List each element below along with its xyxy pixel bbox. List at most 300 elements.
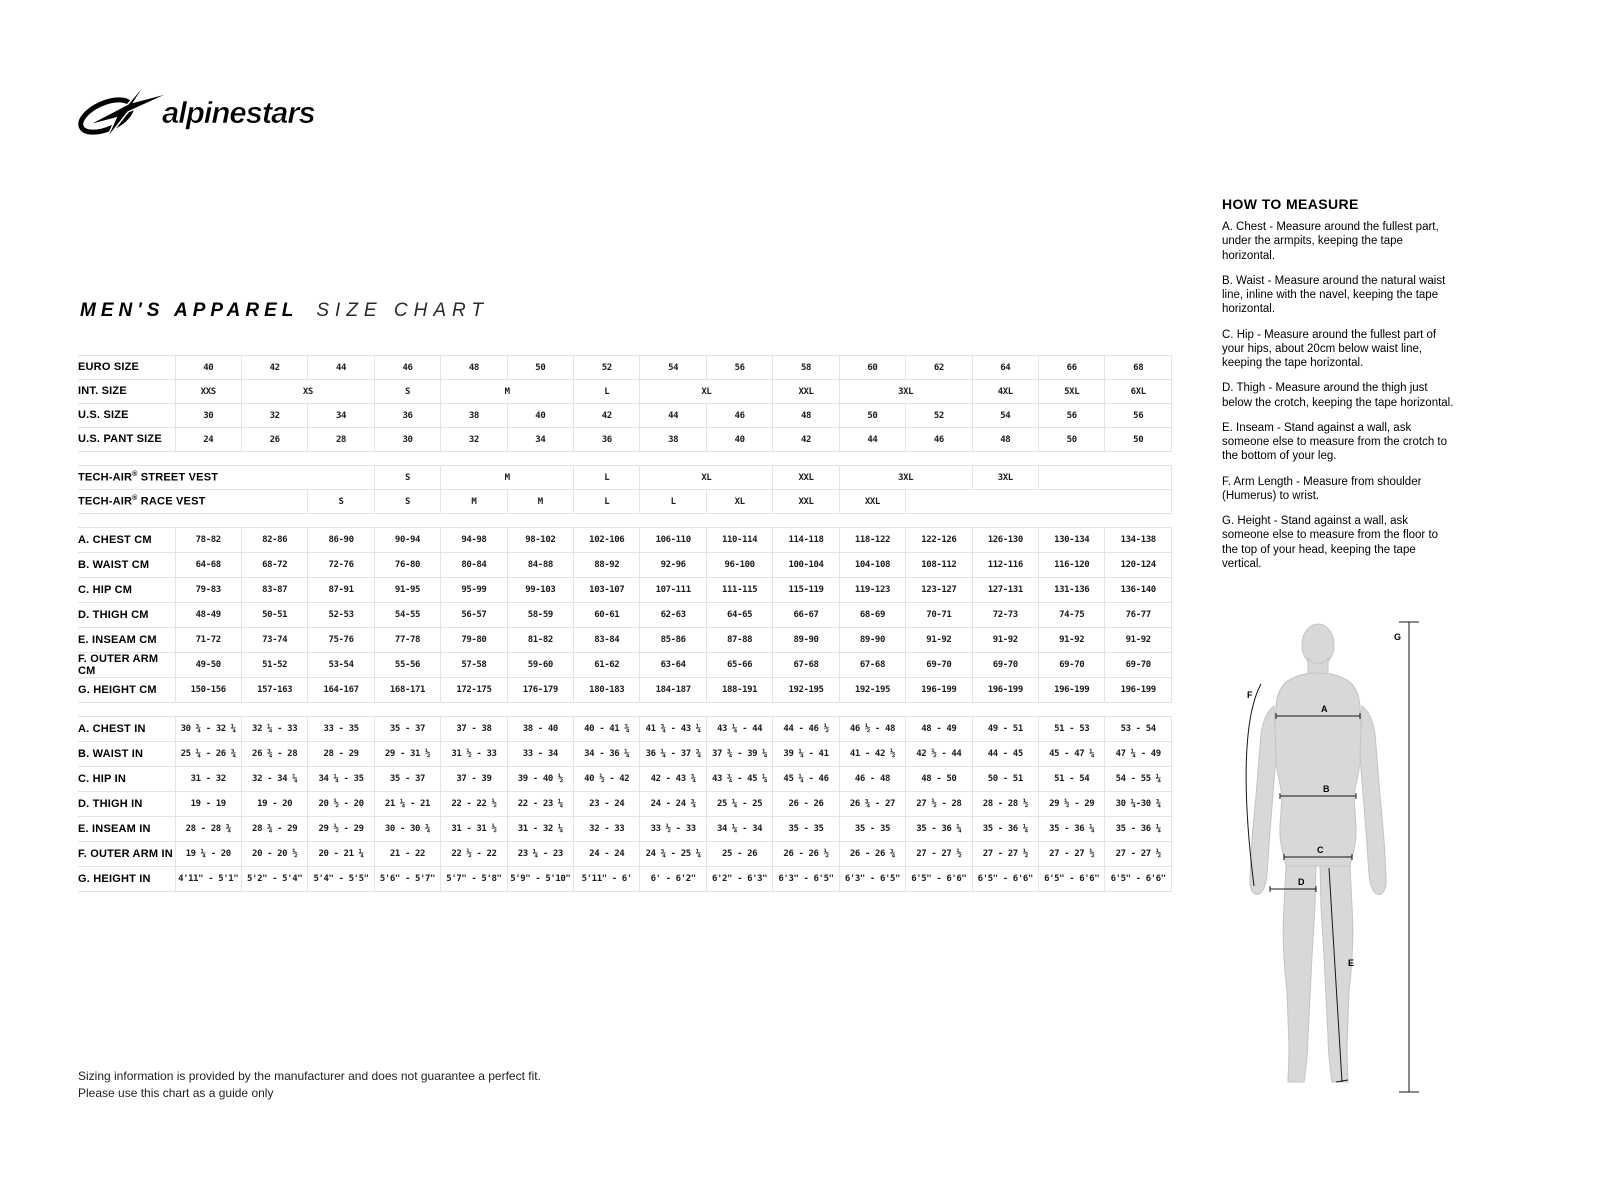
size-cell: 48 <box>773 404 839 428</box>
size-cell: 64 <box>972 356 1038 380</box>
alpinestars-logo <box>76 78 356 142</box>
size-cell: 28 ¾ - 29 <box>241 817 307 842</box>
size-cell: 34 ¼ - 34 <box>706 817 772 842</box>
row-label: TECH-AIR® RACE VEST <box>78 490 308 514</box>
size-cell: 78-82 <box>175 528 241 553</box>
how-to-measure-items <box>1222 220 1454 571</box>
size-cell: 42 <box>241 356 307 380</box>
size-cell: 61-62 <box>574 653 640 678</box>
astar-icon <box>76 80 172 140</box>
size-cell: 89-90 <box>839 628 905 653</box>
row-label: D. THIGH IN <box>78 792 175 817</box>
size-cell: 48 - 49 <box>906 717 972 742</box>
size-cell: 110-114 <box>706 528 772 553</box>
size-cell: 192-195 <box>839 678 905 703</box>
size-cell: 41 ¾ - 43 ¼ <box>640 717 706 742</box>
size-cell: 95-99 <box>441 578 507 603</box>
table-row <box>78 553 1172 578</box>
page-title-main: MEN'S APPAREL <box>80 300 299 321</box>
size-cell: XXL <box>839 490 905 514</box>
size-cell: 28 - 28 ¾ <box>175 817 241 842</box>
size-cell: 28 - 29 <box>308 742 374 767</box>
size-cell: 42 ½ - 44 <box>906 742 972 767</box>
size-cell: 3XL <box>972 466 1038 490</box>
size-cell: L <box>574 490 640 514</box>
size-cell: 184-187 <box>640 678 706 703</box>
size-cell: 50 <box>507 356 573 380</box>
size-cell: 52 <box>906 404 972 428</box>
size-cell: 27 - 27 ½ <box>1105 842 1172 867</box>
size-cell: 52-53 <box>308 603 374 628</box>
size-cell: 32 - 34 ¼ <box>241 767 307 792</box>
size-cell: 38 <box>441 404 507 428</box>
size-cell: 42 - 43 ¾ <box>640 767 706 792</box>
size-cell: 59-60 <box>507 653 573 678</box>
disclaimer <box>78 1068 541 1103</box>
size-cell: 50 <box>839 404 905 428</box>
size-cell: 3XL <box>839 380 972 404</box>
size-cell: 3XL <box>839 466 972 490</box>
size-cell: 63-64 <box>640 653 706 678</box>
measure-item: F. Arm Length - Measure from shoulder (Humerus) to wrist. <box>1222 475 1422 502</box>
size-cell: S <box>374 490 440 514</box>
table-row <box>78 717 1172 742</box>
table-row <box>78 628 1172 653</box>
size-cell: 44 <box>308 356 374 380</box>
size-cell: 114-118 <box>773 528 839 553</box>
size-cell: 6'5" - 6'6" <box>1038 867 1104 892</box>
table-row <box>78 653 1172 678</box>
size-cell: 76-77 <box>1105 603 1172 628</box>
row-label: A. CHEST CM <box>78 528 175 553</box>
how-to-measure-panel <box>1222 196 1454 582</box>
size-cell: 6XL <box>1105 380 1172 404</box>
size-cell: 130-134 <box>1038 528 1104 553</box>
size-cell: 56 <box>706 356 772 380</box>
size-cell: 106-110 <box>640 528 706 553</box>
size-cell: 24 <box>175 428 241 452</box>
size-cell: 55-56 <box>374 653 440 678</box>
size-cell: 31 ½ - 33 <box>441 742 507 767</box>
size-cell: 25 ¼ - 26 ¾ <box>175 742 241 767</box>
size-cell: L <box>640 490 706 514</box>
size-cell: 5'9" - 5'10" <box>507 867 573 892</box>
size-cell: 87-91 <box>308 578 374 603</box>
size-cell: 67-68 <box>773 653 839 678</box>
size-cell: 40 <box>175 356 241 380</box>
figure-right-arm <box>1360 706 1386 894</box>
table-row <box>78 792 1172 817</box>
size-cell <box>906 490 1172 514</box>
size-cell: 30 <box>175 404 241 428</box>
size-cell: 19 ¼ - 20 <box>175 842 241 867</box>
size-cell: 26 ¾ - 28 <box>241 742 307 767</box>
size-cell: 53 - 54 <box>1105 717 1172 742</box>
size-cell: 70-71 <box>906 603 972 628</box>
measure-item: B. Waist - Measure around the natural waist line, inline with the navel, keeping the tape horizontal. <box>1222 274 1446 316</box>
label-inseam: E <box>1348 958 1355 968</box>
size-cell: 60-61 <box>574 603 640 628</box>
size-cell: 73-74 <box>241 628 307 653</box>
size-cell: 83-84 <box>574 628 640 653</box>
size-cell: 131-136 <box>1038 578 1104 603</box>
table-row <box>78 867 1172 892</box>
size-cell: 168-171 <box>374 678 440 703</box>
row-label: E. INSEAM CM <box>78 628 175 653</box>
size-cell: 62 <box>906 356 972 380</box>
size-cell: 35 - 35 <box>773 817 839 842</box>
size-cell: 49-50 <box>175 653 241 678</box>
size-cell: 26 - 26 <box>773 792 839 817</box>
size-cell: 53-54 <box>308 653 374 678</box>
size-cell: 91-92 <box>1038 628 1104 653</box>
measurement-diagram <box>1228 614 1423 1099</box>
size-cell: 48-49 <box>175 603 241 628</box>
size-cell: 35 - 36 ¼ <box>1038 817 1104 842</box>
size-cell: 39 ¼ - 41 <box>773 742 839 767</box>
size-cell: 6'3" - 6'5" <box>773 867 839 892</box>
size-cell: 91-92 <box>1105 628 1172 653</box>
size-cell: 50-51 <box>241 603 307 628</box>
size-cell: 116-120 <box>1038 553 1104 578</box>
size-cell: 34 <box>308 404 374 428</box>
size-cell: 64-65 <box>706 603 772 628</box>
size-cell: 19 - 19 <box>175 792 241 817</box>
measure-item: C. Hip - Measure around the fullest part of your hips, about 20cm below waist line, keeping the tape horizontal. <box>1222 328 1437 369</box>
size-cell: 51-52 <box>241 653 307 678</box>
height-measure-line <box>1399 622 1419 1092</box>
size-cell: L <box>574 380 640 404</box>
size-cell: 86-90 <box>308 528 374 553</box>
size-cell: 108-112 <box>906 553 972 578</box>
size-cell: 104-108 <box>839 553 905 578</box>
size-cell: 27 - 27 ½ <box>1038 842 1104 867</box>
size-cell: 35 - 37 <box>374 767 440 792</box>
size-cell: L <box>574 466 640 490</box>
size-cell: 102-106 <box>574 528 640 553</box>
size-cell: 32 <box>241 404 307 428</box>
size-cell: 172-175 <box>441 678 507 703</box>
size-cell: 37 ¾ - 39 ¼ <box>706 742 772 767</box>
size-cell: 35 - 36 ¼ <box>1105 817 1172 842</box>
size-cell: 31 - 31 ½ <box>441 817 507 842</box>
size-cell: 21 ¼ - 21 <box>374 792 440 817</box>
size-cell: 69-70 <box>1038 653 1104 678</box>
page-title-sub: SIZE CHART <box>316 300 489 321</box>
size-cell: 40 - 41 ¾ <box>574 717 640 742</box>
size-cell: 5'2" - 5'4" <box>241 867 307 892</box>
size-cell: 68 <box>1105 356 1172 380</box>
row-label: F. OUTER ARM CM <box>78 653 175 678</box>
size-cell: 35 - 36 ¼ <box>972 817 1038 842</box>
size-cell: 111-115 <box>706 578 772 603</box>
label-chest: A <box>1321 704 1328 714</box>
size-cell: 5XL <box>1038 380 1104 404</box>
size-cell: 81-82 <box>507 628 573 653</box>
size-cell: XXS <box>175 380 241 404</box>
size-cell: 123-127 <box>906 578 972 603</box>
size-cell: 77-78 <box>374 628 440 653</box>
size-cell: 27 ½ - 28 <box>906 792 972 817</box>
size-cell: 22 - 22 ½ <box>441 792 507 817</box>
size-cell: 47 ¼ - 49 <box>1105 742 1172 767</box>
size-cell: M <box>441 466 574 490</box>
size-cell: 91-95 <box>374 578 440 603</box>
table-row <box>78 428 1172 452</box>
table-row <box>78 817 1172 842</box>
size-cell: 83-87 <box>241 578 307 603</box>
row-label: D. THIGH CM <box>78 603 175 628</box>
label-height: G <box>1394 632 1402 642</box>
size-cell: 89-90 <box>773 628 839 653</box>
size-cell: 98-102 <box>507 528 573 553</box>
size-cell: 28 - 28 ½ <box>972 792 1038 817</box>
size-cell: 54 <box>640 356 706 380</box>
size-cell: 188-191 <box>706 678 772 703</box>
size-cell: 23 ¼ - 23 <box>507 842 573 867</box>
size-cell: 115-119 <box>773 578 839 603</box>
size-cell: 127-131 <box>972 578 1038 603</box>
size-cell: 40 ½ - 42 <box>574 767 640 792</box>
size-cell: 50 <box>1038 428 1104 452</box>
body-figure-illustration <box>1228 614 1423 1099</box>
table-row <box>78 678 1172 703</box>
size-cell: 37 - 39 <box>441 767 507 792</box>
size-cell: 36 <box>374 404 440 428</box>
size-cell: 52 <box>574 356 640 380</box>
row-label: C. HIP IN <box>78 767 175 792</box>
size-cell: 69-70 <box>972 653 1038 678</box>
figure-left-leg <box>1283 866 1316 1082</box>
size-cell: 30 <box>374 428 440 452</box>
size-cell: S <box>374 466 440 490</box>
size-cell: 164-167 <box>308 678 374 703</box>
size-cell: 29 ½ - 29 <box>308 817 374 842</box>
table-row <box>78 404 1172 428</box>
size-cell: 46 <box>906 428 972 452</box>
size-cell: 76-80 <box>374 553 440 578</box>
row-label: C. HIP CM <box>78 578 175 603</box>
size-cell: 150-156 <box>175 678 241 703</box>
size-cell: 31 - 32 <box>175 767 241 792</box>
size-cell: 107-111 <box>640 578 706 603</box>
size-cell: 46 <box>706 404 772 428</box>
size-table-cm <box>78 527 1172 703</box>
size-cell: 36 ¼ - 37 ¾ <box>640 742 706 767</box>
size-cell: 6' - 6'2" <box>640 867 706 892</box>
size-cell: 41 - 42 ½ <box>839 742 905 767</box>
size-cell: 5'6" - 5'7" <box>374 867 440 892</box>
size-cell: 64-68 <box>175 553 241 578</box>
row-label: G. HEIGHT IN <box>78 867 175 892</box>
size-cell: S <box>374 380 440 404</box>
size-cell: 92-96 <box>640 553 706 578</box>
size-cell: XL <box>640 380 773 404</box>
size-cell: S <box>308 490 374 514</box>
size-cell: 87-88 <box>706 628 772 653</box>
row-label: U.S. PANT SIZE <box>78 428 175 452</box>
size-cell: 29 ½ - 29 <box>1038 792 1104 817</box>
row-label: A. CHEST IN <box>78 717 175 742</box>
size-cell: 46 ½ - 48 <box>839 717 905 742</box>
size-cell: 6'5" - 6'6" <box>906 867 972 892</box>
size-cell: 26 <box>241 428 307 452</box>
disclaimer-line-1: Sizing information is provided by the manufacturer and does not guarantee a perfect fit. <box>78 1069 541 1083</box>
size-cell: 79-80 <box>441 628 507 653</box>
size-cell: 50 <box>1105 428 1172 452</box>
size-cell: 69-70 <box>906 653 972 678</box>
alpinestars-logo-graphic <box>76 78 356 142</box>
size-cell: 90-94 <box>374 528 440 553</box>
table-row <box>78 528 1172 553</box>
table-row <box>78 742 1172 767</box>
size-cell: 94-98 <box>441 528 507 553</box>
table-row <box>78 356 1172 380</box>
size-cell <box>1038 466 1171 490</box>
size-cell: 48 <box>441 356 507 380</box>
size-cell: 46 <box>374 356 440 380</box>
size-cell: 25 - 26 <box>706 842 772 867</box>
row-label: B. WAIST IN <box>78 742 175 767</box>
row-label: B. WAIST CM <box>78 553 175 578</box>
size-cell: 60 <box>839 356 905 380</box>
size-cell: 136-140 <box>1105 578 1172 603</box>
size-cell: 40 <box>507 404 573 428</box>
size-cell: 32 <box>441 428 507 452</box>
label-hip: C <box>1317 845 1324 855</box>
disclaimer-line-2: Please use this chart as a guide only <box>78 1086 274 1101</box>
size-cell: 49 - 51 <box>972 717 1038 742</box>
size-cell: 118-122 <box>839 528 905 553</box>
size-cell: 80-84 <box>441 553 507 578</box>
size-cell: 35 - 37 <box>374 717 440 742</box>
size-cell: M <box>507 490 573 514</box>
size-cell: 22 - 23 ¼ <box>507 792 573 817</box>
figure-head <box>1302 624 1334 666</box>
size-cell: 30 ¼-30 ¾ <box>1105 792 1172 817</box>
size-cell: 37 - 38 <box>441 717 507 742</box>
size-cell: 51 - 54 <box>1038 767 1104 792</box>
size-cell: 27 - 27 ½ <box>906 842 972 867</box>
size-cell: 24 - 24 ¾ <box>640 792 706 817</box>
measure-item: D. Thigh - Measure around the thigh just below the crotch, keeping the tape horizontal. <box>1222 382 1454 409</box>
size-cell: 100-104 <box>773 553 839 578</box>
size-cell: 119-123 <box>839 578 905 603</box>
size-cell: 96-100 <box>706 553 772 578</box>
size-cell: 32 ¼ - 33 <box>241 717 307 742</box>
size-cell: 26 - 26 ¾ <box>839 842 905 867</box>
size-cell: 6'5" - 6'6" <box>1105 867 1172 892</box>
size-cell: 69-70 <box>1105 653 1172 678</box>
row-label: TECH-AIR® STREET VEST <box>78 466 374 490</box>
size-cell: 24 - 24 <box>574 842 640 867</box>
size-cell: 45 - 47 ¼ <box>1038 742 1104 767</box>
size-cell: XXL <box>773 466 839 490</box>
size-cell: 67-68 <box>839 653 905 678</box>
size-cell: 65-66 <box>706 653 772 678</box>
size-cell: 75-76 <box>308 628 374 653</box>
how-to-measure-title: HOW TO MEASURE <box>1222 196 1359 212</box>
size-cell: 48 <box>972 428 1038 452</box>
size-cell: 176-179 <box>507 678 573 703</box>
table-row <box>78 490 1172 514</box>
size-cell: 33 - 35 <box>308 717 374 742</box>
size-cell: 68-69 <box>839 603 905 628</box>
table-row <box>78 578 1172 603</box>
size-cell: 24 ¾ - 25 ¼ <box>640 842 706 867</box>
size-cell: 51 - 53 <box>1038 717 1104 742</box>
size-cell: M <box>441 380 574 404</box>
size-cell: 54 - 55 ¼ <box>1105 767 1172 792</box>
size-cell: 68-72 <box>241 553 307 578</box>
size-cell: 25 ¼ - 25 <box>706 792 772 817</box>
table-row <box>78 767 1172 792</box>
size-cell: 35 - 36 ¼ <box>906 817 972 842</box>
alpinestars-wordmark: alpinestars <box>162 95 315 130</box>
table-row <box>78 603 1172 628</box>
size-cell: 103-107 <box>574 578 640 603</box>
size-cell: 56 <box>1105 404 1172 428</box>
size-cell: 6'5" - 6'6" <box>972 867 1038 892</box>
size-cell: 39 - 40 ½ <box>507 767 573 792</box>
figure-left-arm <box>1250 706 1276 894</box>
page-title <box>80 300 489 322</box>
measure-item: A. Chest - Measure around the fullest part, under the armpits, keeping the tape horizontal. <box>1222 221 1439 262</box>
row-label: U.S. SIZE <box>78 404 175 428</box>
size-cell: 56-57 <box>441 603 507 628</box>
size-cell: 112-116 <box>972 553 1038 578</box>
size-cell: 40 <box>706 428 772 452</box>
size-cell: 34 <box>507 428 573 452</box>
label-thigh: D <box>1298 877 1305 887</box>
size-cell: 122-126 <box>906 528 972 553</box>
size-cell: 134-138 <box>1105 528 1172 553</box>
size-cell: 44 <box>839 428 905 452</box>
size-cell: XXL <box>773 380 839 404</box>
size-cell: 5'7" - 5'8" <box>441 867 507 892</box>
size-cell: 31 - 32 ¼ <box>507 817 573 842</box>
size-cell: 44 - 46 ½ <box>773 717 839 742</box>
size-cell: 120-124 <box>1105 553 1172 578</box>
size-cell: 33 - 34 <box>507 742 573 767</box>
size-cell: 72-76 <box>308 553 374 578</box>
size-cell: 88-92 <box>574 553 640 578</box>
size-cell: 22 ½ - 22 <box>441 842 507 867</box>
size-cell: 28 <box>308 428 374 452</box>
size-cell: 71-72 <box>175 628 241 653</box>
size-cell: 21 - 22 <box>374 842 440 867</box>
size-cell: M <box>441 490 507 514</box>
size-cell: 26 ¾ - 27 <box>839 792 905 817</box>
size-cell: 23 - 24 <box>574 792 640 817</box>
size-cell: 20 - 20 ½ <box>241 842 307 867</box>
size-cell: 46 - 48 <box>839 767 905 792</box>
size-cell: 196-199 <box>906 678 972 703</box>
measure-item: G. Height - Stand against a wall, ask someone else to measure from the floor to the top of your head, keeping the tape vertical. <box>1222 515 1439 570</box>
size-cell: 57-58 <box>441 653 507 678</box>
size-cell: XS <box>241 380 374 404</box>
size-cell: 79-83 <box>175 578 241 603</box>
label-arm: F <box>1247 690 1253 700</box>
size-cell: XL <box>706 490 772 514</box>
size-cell: 29 - 31 ½ <box>374 742 440 767</box>
size-cell: 34 ¼ - 35 <box>308 767 374 792</box>
size-cell: 6'2" - 6'3" <box>706 867 772 892</box>
figure-torso <box>1274 673 1362 866</box>
size-cell: 34 - 36 ¼ <box>574 742 640 767</box>
size-cell: 43 ¾ - 45 ¼ <box>706 767 772 792</box>
size-cell: 20 - 21 ¼ <box>308 842 374 867</box>
